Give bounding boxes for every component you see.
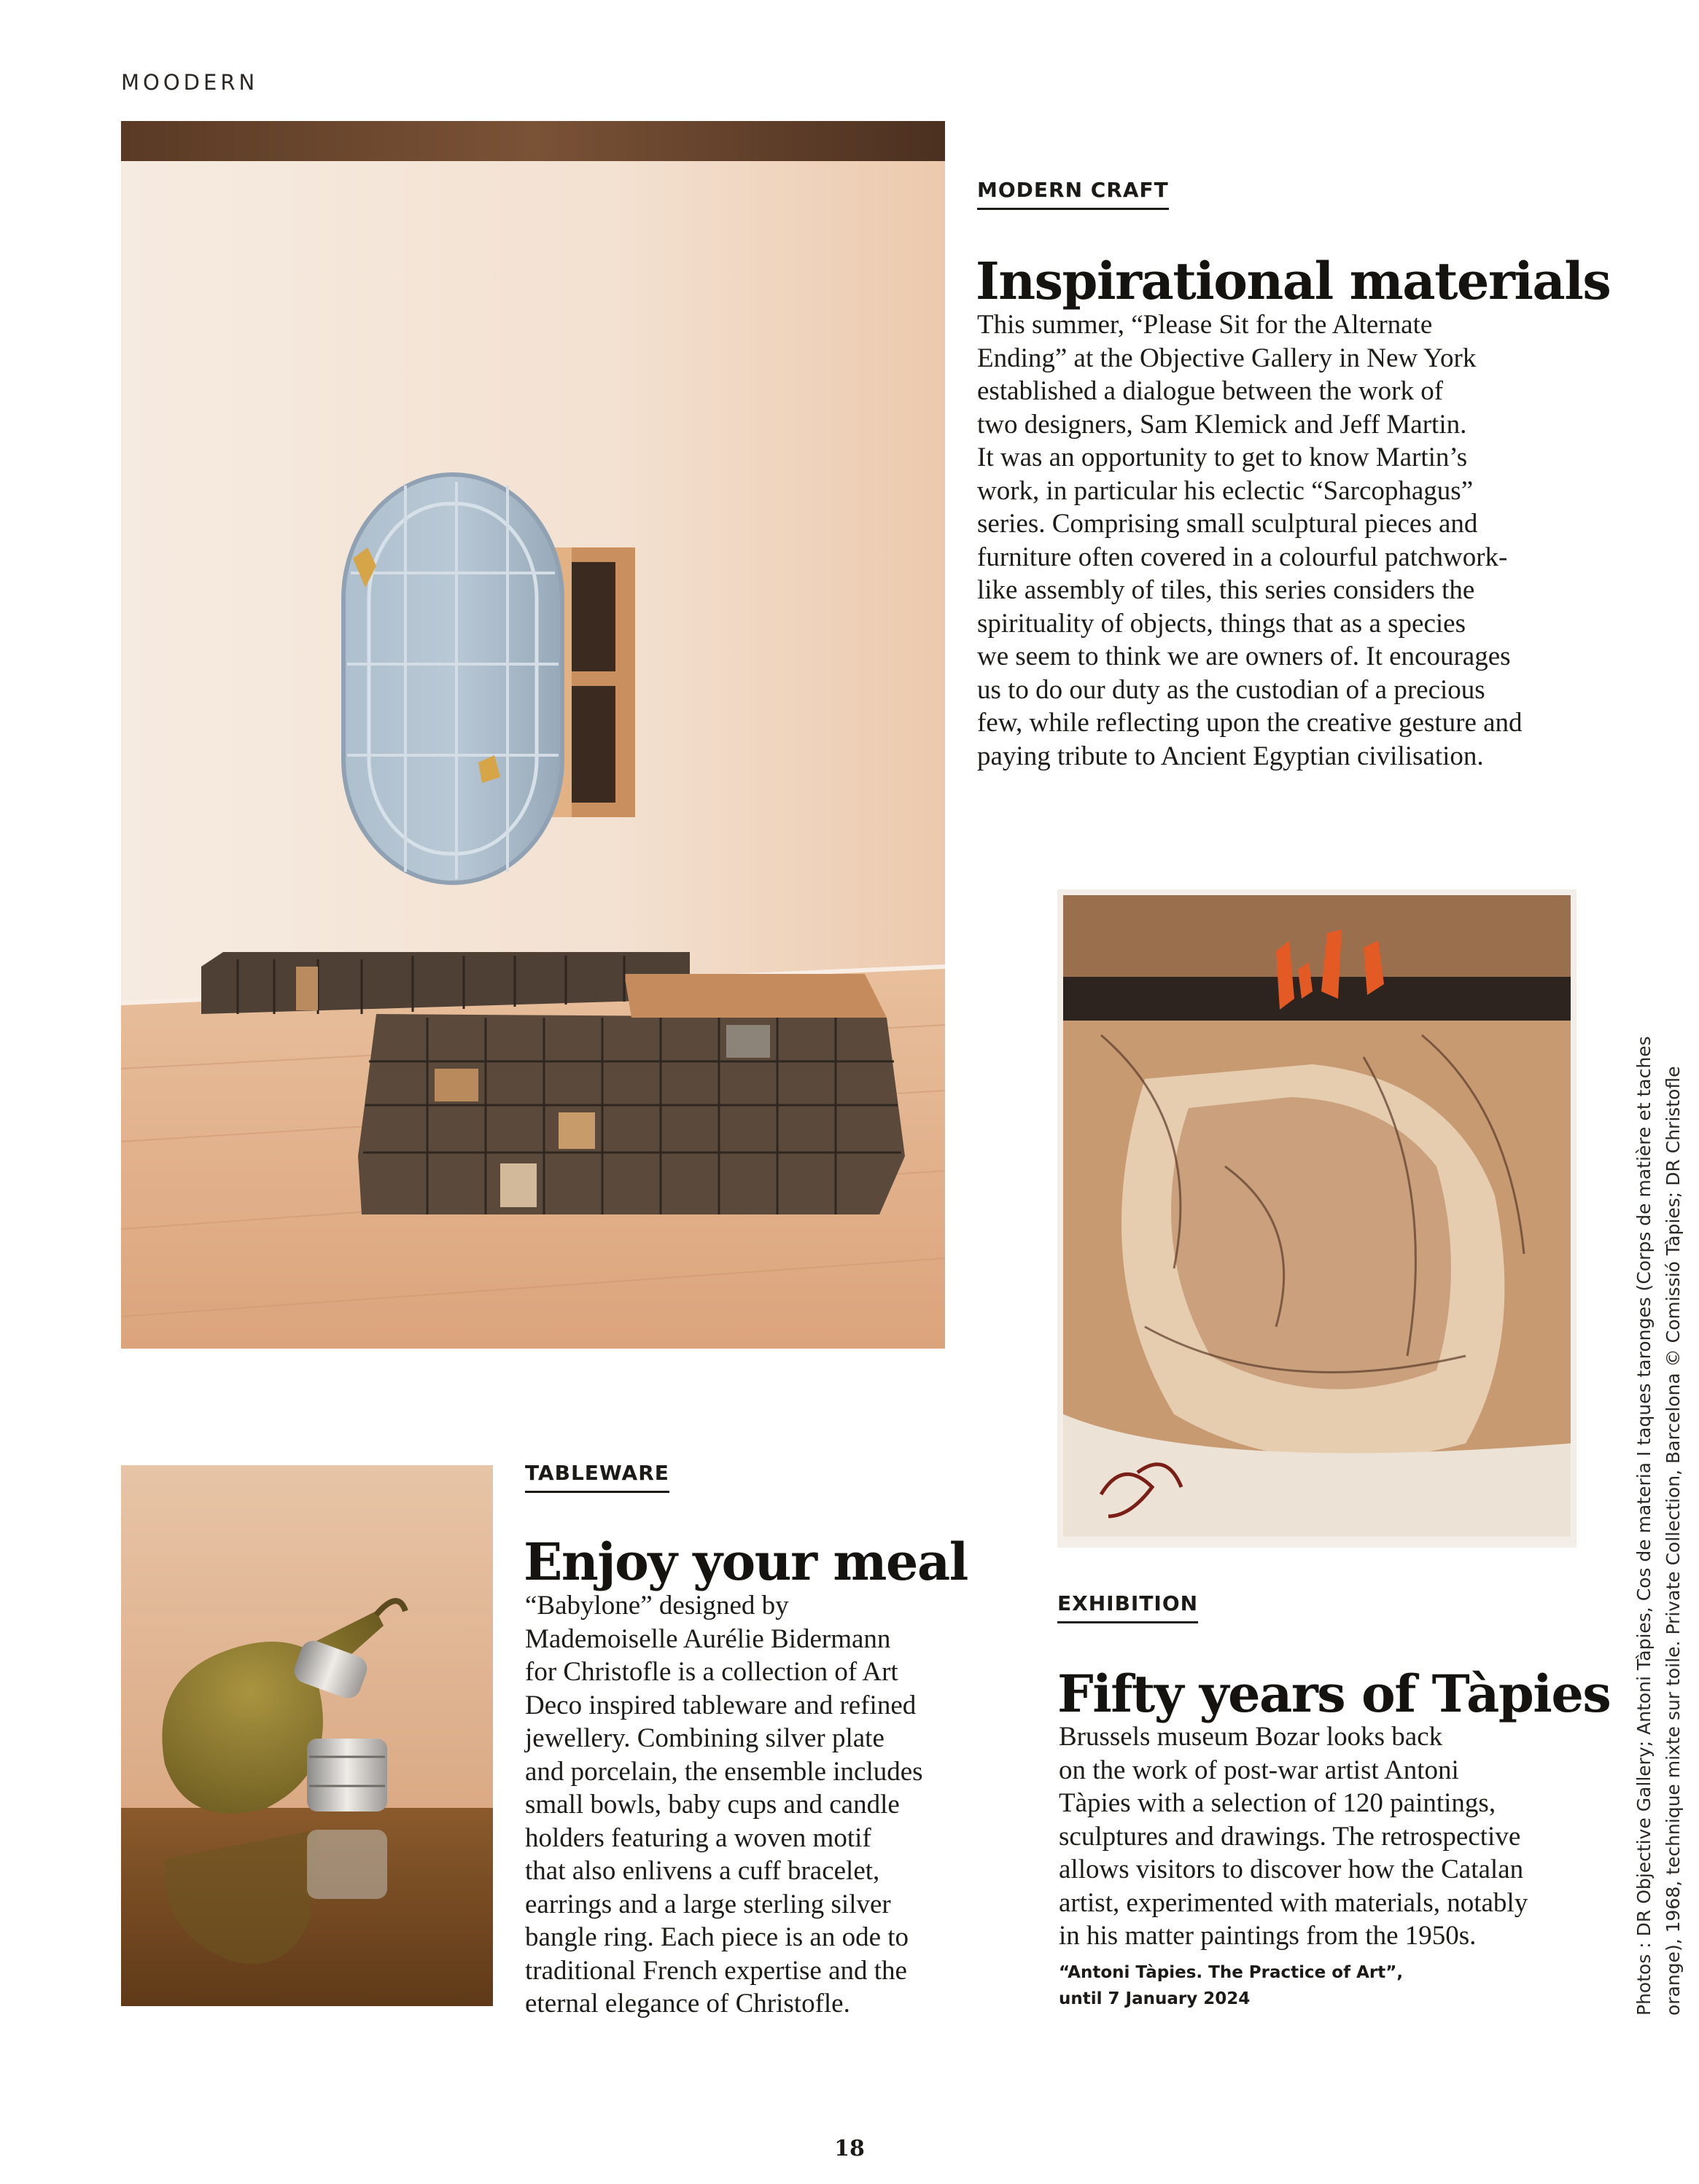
exhibition-body: Brussels museum Bozar looks back on the work of post-war artist Antoni Tàpies with a selection of 120 paintings, sculptures and drawings. The retrospective allows visitors to discover how the Catalan artist, experimented with materials, notably in his matter paintings from the 1950s.	[1059, 1722, 1528, 1951]
page-number: 18	[834, 2136, 865, 2161]
sarcophagus-photo	[121, 121, 945, 1349]
tableware-kicker: TABLEWARE	[525, 1461, 669, 1493]
exhibition-caption: “Antoni Tàpies. The Practice of Art”, until 7 January 2024	[1059, 1963, 1404, 2008]
tapies-painting-photo	[1057, 889, 1576, 1548]
exhibition-headline: Fifty years of Tàpies	[1057, 1664, 1611, 1724]
modern-craft-body: This summer, “Please Sit for the Alternate Ending” at the Objective Gallery in New York established a dialogue between the work of two designers, Sam Klemick and Jeff Martin. It was an opportunity to get to know Martin’s work, in particular his eclectic “Sarcophagus” series. Comprising small sculptural pieces and furniture often covered in a colourful patchwork- like assembly of tiles, this series considers the spirituality of objects, things that as a species we seem to think we are owners of. It encourages us to do our duty as the custodian of a precious few, while reflecting upon the creative gesture and paying tribute to Ancient Egyptian civilisation.	[977, 310, 1523, 771]
photo-credit: Photos : DR Objective Gallery; Antoni Tàpies, Cos de materia I taques taronges (Corps de matière et taches orange), 1968, technique mixte sur toile. Private Collection, Barcelona © Comissió Tàpies; DR Christofle	[1633, 1036, 1684, 2016]
tableware-body: “Babylone” designed by Mademoiselle Aurélie Bidermann for Christofle is a collection of Art Deco inspired tableware and refined jewellery. Combining silver plate and porcelain, the ensemble includes small bowls, baby cups and candle holders featuring a woven motif that also enlivens a cuff bracelet, earrings and a large sterling silver bangle ring. Each piece is an ode to traditional French expertise and the eternal elegance of Christofle.	[525, 1591, 923, 2019]
exhibition-kicker: EXHIBITION	[1057, 1591, 1198, 1623]
tableware-headline: Enjoy your meal	[524, 1532, 968, 1592]
running-head: MOODERN	[121, 70, 259, 95]
modern-craft-kicker: MODERN CRAFT	[977, 178, 1169, 210]
modern-craft-headline: Inspirational materials	[976, 251, 1611, 311]
christofle-pear-photo	[121, 1465, 493, 2006]
